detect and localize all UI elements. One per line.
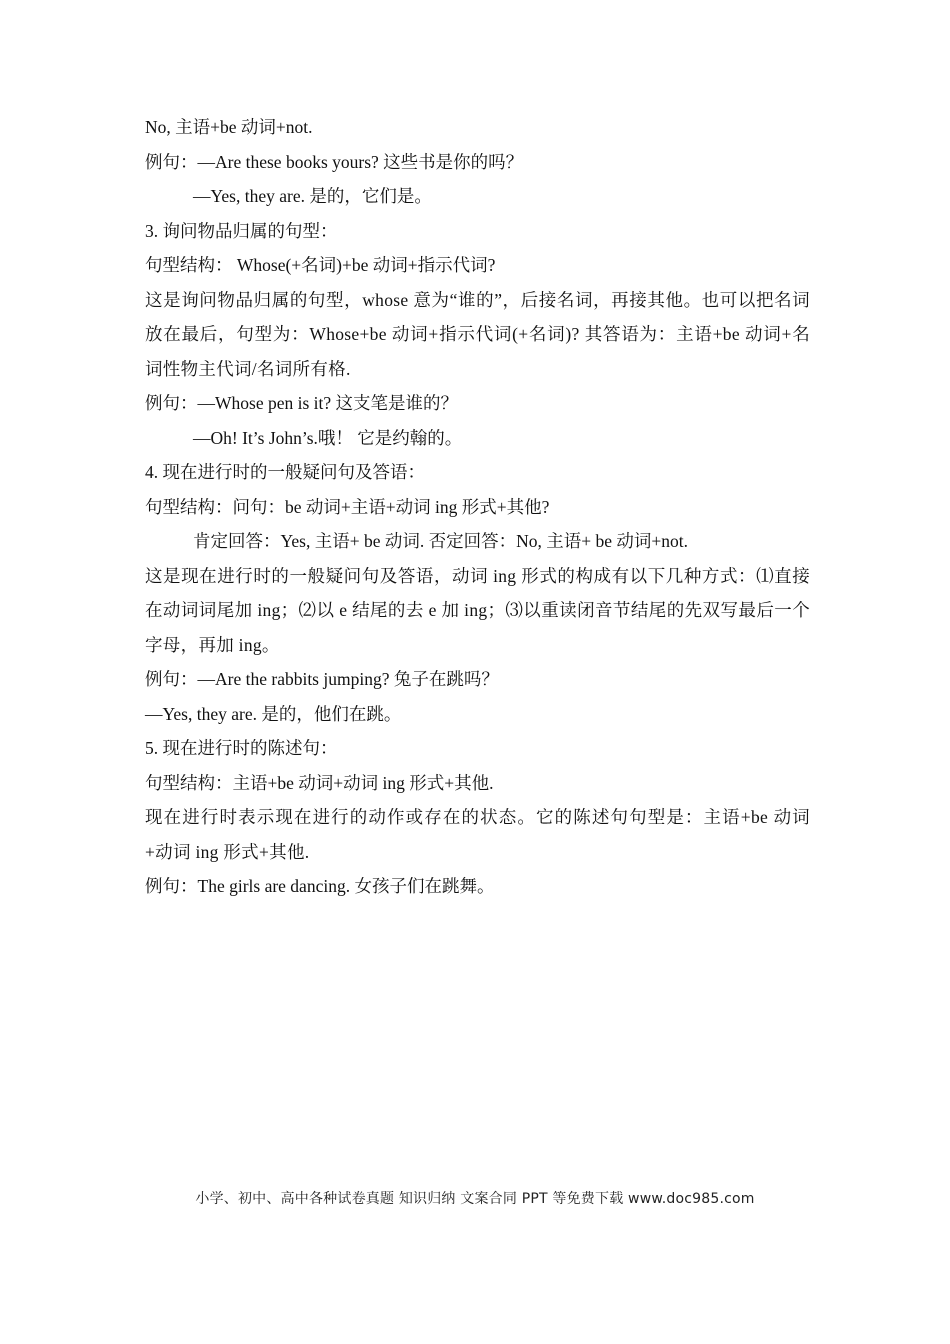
sentence-structure-question: 句型结构：问句：be 动词+主语+动词 ing 形式+其他?	[145, 496, 550, 517]
sentence-structure-statement: 句型结构：主语+be 动词+动词 ing 形式+其他.	[145, 772, 494, 793]
sentence-structure-whose: 句型结构： Whose(+名词)+be 动词+指示代词?	[145, 255, 496, 275]
document-body	[145, 110, 810, 904]
explanation-ing-forms: 这是现在进行时的一般疑问句及答语，动词 ing 形式的构成有以下几种方式：⑴直接在动词词尾加 ing；⑵以 e 结尾的去 e 加 ing；⑶以重读闭音节结尾的先双写最后一个字母，再加 ing。	[145, 565, 810, 655]
section-heading-4: 4. 现在进行时的一般疑问句及答语：	[145, 462, 425, 482]
page-footer: 小学、初中、高中各种试卷真题 知识归纳 文案合同 PPT 等免费下载 www.doc985.com	[195, 1191, 755, 1207]
example-answer-books: —Yes, they are. 是的，它们是。	[193, 186, 432, 206]
answer-structures: 肯定回答：Yes, 主语+ be 动词. 否定回答：No, 主语+ be 动词+not.	[193, 531, 688, 551]
example-question-pen: 例句：—Whose pen is it? 这支笔是谁的？	[145, 393, 459, 413]
example-answer-rabbits: —Yes, they are. 是的，他们在跳。	[145, 703, 402, 724]
example-answer-pen: —Oh! It’s John’s.哦！ 它是约翰的。	[193, 427, 463, 448]
section-heading-3: 3. 询问物品归属的句型：	[145, 220, 338, 241]
example-statement-girls: 例句：The girls are dancing. 女孩子们在跳舞。	[145, 876, 495, 896]
example-question-rabbits: 例句：—Are the rabbits jumping? 兔子在跳吗？	[145, 669, 499, 689]
explanation-whose: 这是询问物品归属的句型，whose 意为“谁的”，后接名词，再接其他。也可以把名词放在最后，句型为：Whose+be 动词+指示代词(+名词)? 其答语为：主语+be 动词+名词性物主代词/名词所有格.	[145, 289, 810, 379]
answer-negative-structure: No, 主语+be 动词+not.	[145, 117, 313, 137]
example-question-books: 例句：—Are these books yours? 这些书是你的吗？	[145, 151, 524, 172]
explanation-progressive: 现在进行时表示现在进行的动作或存在的状态。它的陈述句句型是：主语+be 动词+动词 ing 形式+其他.	[145, 807, 810, 862]
section-heading-5: 5. 现在进行时的陈述句：	[145, 738, 338, 758]
